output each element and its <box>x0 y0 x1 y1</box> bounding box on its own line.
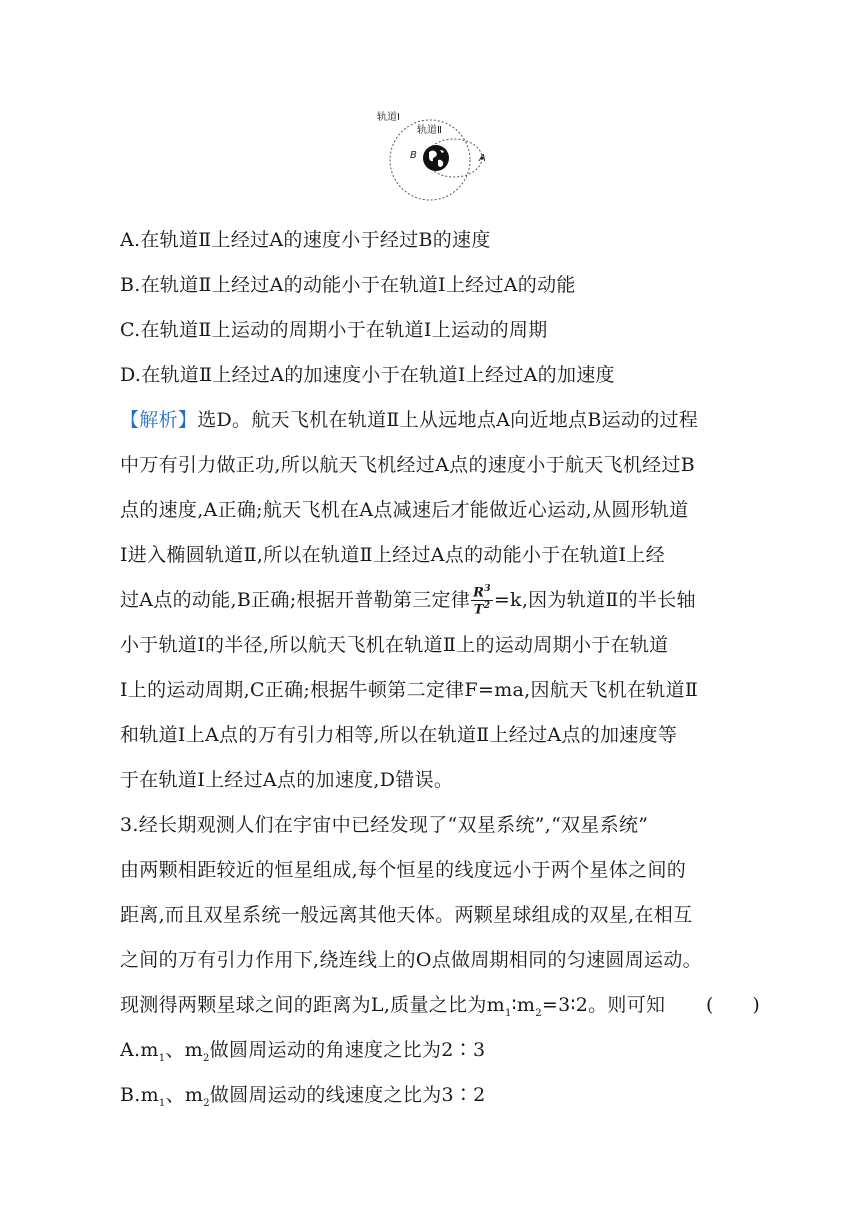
option-d-orbit <box>120 366 615 385</box>
analysis-line-2 <box>120 456 695 475</box>
text-span: 之间的万有引力作用下,绕连线上的O点做周期相同的匀速圆周运动。 <box>120 949 702 971</box>
text-span: 由两颗相距较近的恒星组成,每个恒星的线度远小于两个星体之间的 <box>120 859 687 881</box>
subscript-2: 2 <box>203 1097 210 1109</box>
subscript-2: 2 <box>202 1052 210 1064</box>
orbit-1-label: 轨道Ⅰ <box>377 112 400 123</box>
text-span: 小于轨道Ⅰ的半径,所以航天飞机在轨道Ⅱ上的运动周期小于在轨道 <box>120 634 669 656</box>
point-b-label: B <box>410 150 417 161</box>
text-span: 、m <box>165 1039 203 1061</box>
question-3-line-4 <box>120 951 702 970</box>
kepler-fraction <box>471 585 493 617</box>
earth-icon <box>423 145 449 171</box>
fraction-denominator <box>471 601 493 616</box>
point-a-label: A <box>479 153 486 164</box>
text-span: =k,因为轨道Ⅱ的半长轴 <box>493 588 696 611</box>
text-span: 3.经长期观测人们在宇宙中已经发现了“双星系统”,“双星系统” <box>120 814 649 836</box>
text-span: 、m <box>165 1084 204 1106</box>
option-a-binary <box>120 1041 485 1064</box>
question-3-line-5 <box>120 994 761 1019</box>
analysis-line-3 <box>120 501 689 520</box>
analysis-line-4 <box>120 546 665 565</box>
analysis-line-1 <box>120 411 698 430</box>
text-span: B.m <box>120 1084 159 1106</box>
text-span: 做圆周运动的线速度之比为3∶2 <box>209 1084 486 1106</box>
subscript-1: 1 <box>504 1007 512 1019</box>
analysis-line-7 <box>120 681 698 700</box>
numerator-exponent: 3 <box>484 584 491 594</box>
analysis-tag: 【解析】 <box>120 409 198 431</box>
subscript-2: 2 <box>535 1007 542 1019</box>
text-span: A.m <box>120 1039 159 1061</box>
text-span: 点的速度,A正确;航天飞机在A点减速后才能做近心运动,从圆形轨道 <box>120 499 689 521</box>
question-3-line-2 <box>120 861 686 880</box>
question-3-line-1 <box>120 816 648 835</box>
text-span: 距离,而且双星系统一般远离其他天体。两颗星球组成的双星,在相互 <box>120 904 693 926</box>
text-span: B.在轨道Ⅱ上经过A的动能小于在轨道Ⅰ上经过A的动能 <box>120 274 576 296</box>
text-span: C.在轨道Ⅱ上运动的周期小于在轨道Ⅰ上运动的周期 <box>120 319 548 341</box>
analysis-line-9 <box>120 771 453 790</box>
orbit-diagram <box>372 106 502 206</box>
analysis-line-5 <box>120 585 696 617</box>
text-span: 中万有引力做正功,所以航天飞机经过A点的速度小于航天飞机经过B <box>120 454 696 476</box>
text-span: Ⅰ进入椭圆轨道Ⅱ,所以在轨道Ⅱ上经过A点的动能小于在轨道Ⅰ上经 <box>120 544 665 566</box>
text-span: 于在轨道Ⅰ上经过A点的加速度,D错误。 <box>120 769 454 791</box>
subscript-1: 1 <box>158 1097 166 1109</box>
answer-blank: ( ) <box>706 994 761 1016</box>
analysis-line-8 <box>120 726 677 745</box>
analysis-line-6 <box>120 636 668 655</box>
text-span: 做圆周运动的角速度之比为2∶3 <box>209 1039 486 1061</box>
denominator-exponent: 2 <box>483 601 491 612</box>
text-span: Ⅰ上的运动周期,C正确;根据牛顿第二定律F=ma,因航天飞机在轨道Ⅱ <box>120 679 699 701</box>
text-span: 选D。航天飞机在轨道Ⅱ上从远地点A向近地点B运动的过程 <box>197 409 699 431</box>
text-span: ∶m <box>511 994 536 1016</box>
text-span: D.在轨道Ⅱ上经过A的加速度小于在轨道Ⅰ上经过A的加速度 <box>120 364 615 386</box>
subscript-1: 1 <box>158 1052 166 1064</box>
text-span: 现测得两颗星球之间的距离为L,质量之比为m <box>120 994 505 1016</box>
fraction-numerator <box>471 585 493 601</box>
option-c-orbit <box>120 321 548 340</box>
option-a-orbit <box>120 231 491 250</box>
text-span: A.在轨道Ⅱ上经过A的速度小于经过B的速度 <box>120 229 491 251</box>
option-b-orbit <box>120 276 576 295</box>
point-b-dot <box>425 155 428 158</box>
question-3-line-3 <box>120 906 692 925</box>
text-span: 和轨道Ⅰ上A点的万有引力相等,所以在轨道Ⅱ上经过A点的加速度等 <box>120 724 678 746</box>
numerator-base: R <box>473 585 485 601</box>
denominator-base: T <box>473 602 484 618</box>
orbit-2-label: 轨道Ⅱ <box>417 125 442 136</box>
text-span: =3∶2。则可知 <box>541 994 666 1016</box>
text-span: 过A点的动能,B正确;根据开普勒第三定律 <box>120 588 471 611</box>
option-b-binary <box>120 1086 486 1109</box>
